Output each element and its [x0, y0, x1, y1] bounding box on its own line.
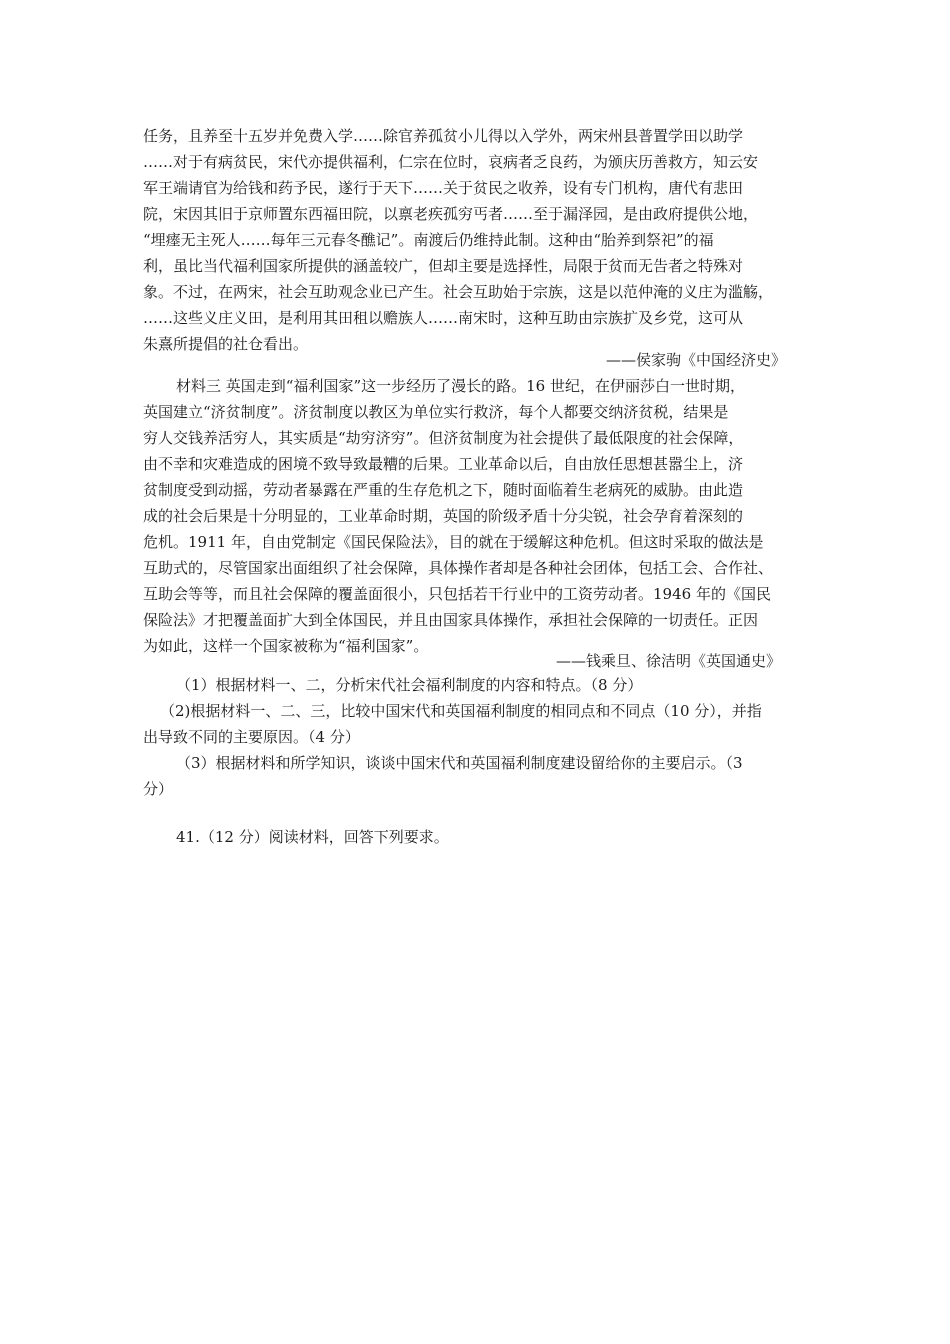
paragraph-line: 互助式的，尽管国家出面组织了社会保障，具体操作者却是各种社会团体，包括工会、合作社、 — [143, 559, 774, 577]
question-2-line-2: 出导致不同的主要原因。（4 分） — [143, 728, 360, 746]
paragraph-line: 穷人交钱养活穷人，其实质是“劫穷济穷”。但济贫制度为社会提供了最低限度的社会保障， — [143, 429, 744, 447]
paragraph-line: 任务，且养至十五岁并免费入学……除官养孤贫小儿得以入学外，两宋州县普置学田以助学 — [143, 127, 744, 145]
paragraph-line: 危机。1911 年，自由党制定《国民保险法》，目的就在于缓解这种危机。但这时采取的做法是 — [143, 533, 764, 551]
question-3-line-2: 分） — [143, 780, 174, 798]
paragraph-line: “埋瘗无主死人……每年三元春冬醮记”。南渡后仍维持此制。这种由“胎养到祭祀”的福 — [143, 231, 714, 249]
paragraph-line: 贫制度受到动摇，劳动者暴露在严重的生存危机之下，随时面临着生老病死的威胁。由此造 — [143, 481, 744, 499]
paragraph-line: ……这些义庄义田，是利用其田租以赡族人……南宋时，这种互助由宗族扩及乡党，这可从 — [143, 309, 744, 327]
paragraph-line: 为如此，这样一个国家被称为“福利国家”。 — [143, 637, 429, 655]
question-3-line-1: （3）根据材料和所学知识，谈谈中国宋代和英国福利制度建设留给你的主要启示。（3 — [176, 754, 743, 772]
paragraph-line: 象。不过，在两宋，社会互助观念业已产生。社会互助始于宗族，这是以范仲淹的义庄为滥觞， — [143, 283, 774, 301]
paragraph-line: 军王端请官为给钱和药予民，遂行于天下……关于贫民之收养，设有专门机构，唐代有悲田 — [143, 179, 744, 197]
source-citation: ——钱乘旦、徐洁明《英国通史》 — [556, 652, 782, 670]
paragraph-line: 利，虽比当代福利国家所提供的涵盖较广，但却主要是选择性，局限于贫而无告者之特殊对 — [143, 257, 744, 275]
question-2-line-1: （2)根据材料一、二、三，比较中国宋代和英国福利制度的相同点和不同点（10 分），并指 — [160, 702, 762, 720]
source-citation: ——侯家驹《中国经济史》 — [606, 351, 787, 369]
paragraph-line: 互助会等等，而且社会保障的覆盖面很小，只包括若干行业中的工资劳动者。1946 年的《国民 — [143, 585, 771, 603]
paragraph-line: 院，宋因其旧于京师置东西福田院，以禀老疾孤穷丐者……至于漏泽园，是由政府提供公地， — [143, 205, 759, 223]
paragraph-line: 朱熹所提倡的社仓看出。 — [143, 335, 309, 353]
paragraph-line: 由不幸和灾难造成的困境不致导致最糟的后果。工业革命以后，自由放任思想甚嚣尘上，济 — [143, 455, 744, 473]
next-question-heading: 41.（12 分）阅读材料，回答下列要求。 — [176, 828, 449, 846]
paragraph-line: 英国建立“济贫制度”。济贫制度以教区为单位实行救济，每个人都要交纳济贫税，结果是 — [143, 403, 729, 421]
paragraph-line: 保险法》才把覆盖面扩大到全体国民，并且由国家具体操作，承担社会保障的一切责任。正因 — [143, 611, 759, 629]
paragraph-line: ……对于有病贫民，宋代亦提供福利，仁宗在位时，哀病者乏良药，为颁庆历善救方，知云安 — [143, 153, 759, 171]
paragraph-line: 材料三 英国走到“福利国家”这一步经历了漫长的路。16 世纪，在伊丽莎白一世时期， — [176, 377, 745, 395]
paragraph-line: 成的社会后果是十分明显的，工业革命时期，英国的阶级矛盾十分尖锐，社会孕育着深刻的 — [143, 507, 744, 525]
question-1: （1）根据材料一、二，分析宋代社会福利制度的内容和特点。（8 分） — [176, 676, 643, 694]
